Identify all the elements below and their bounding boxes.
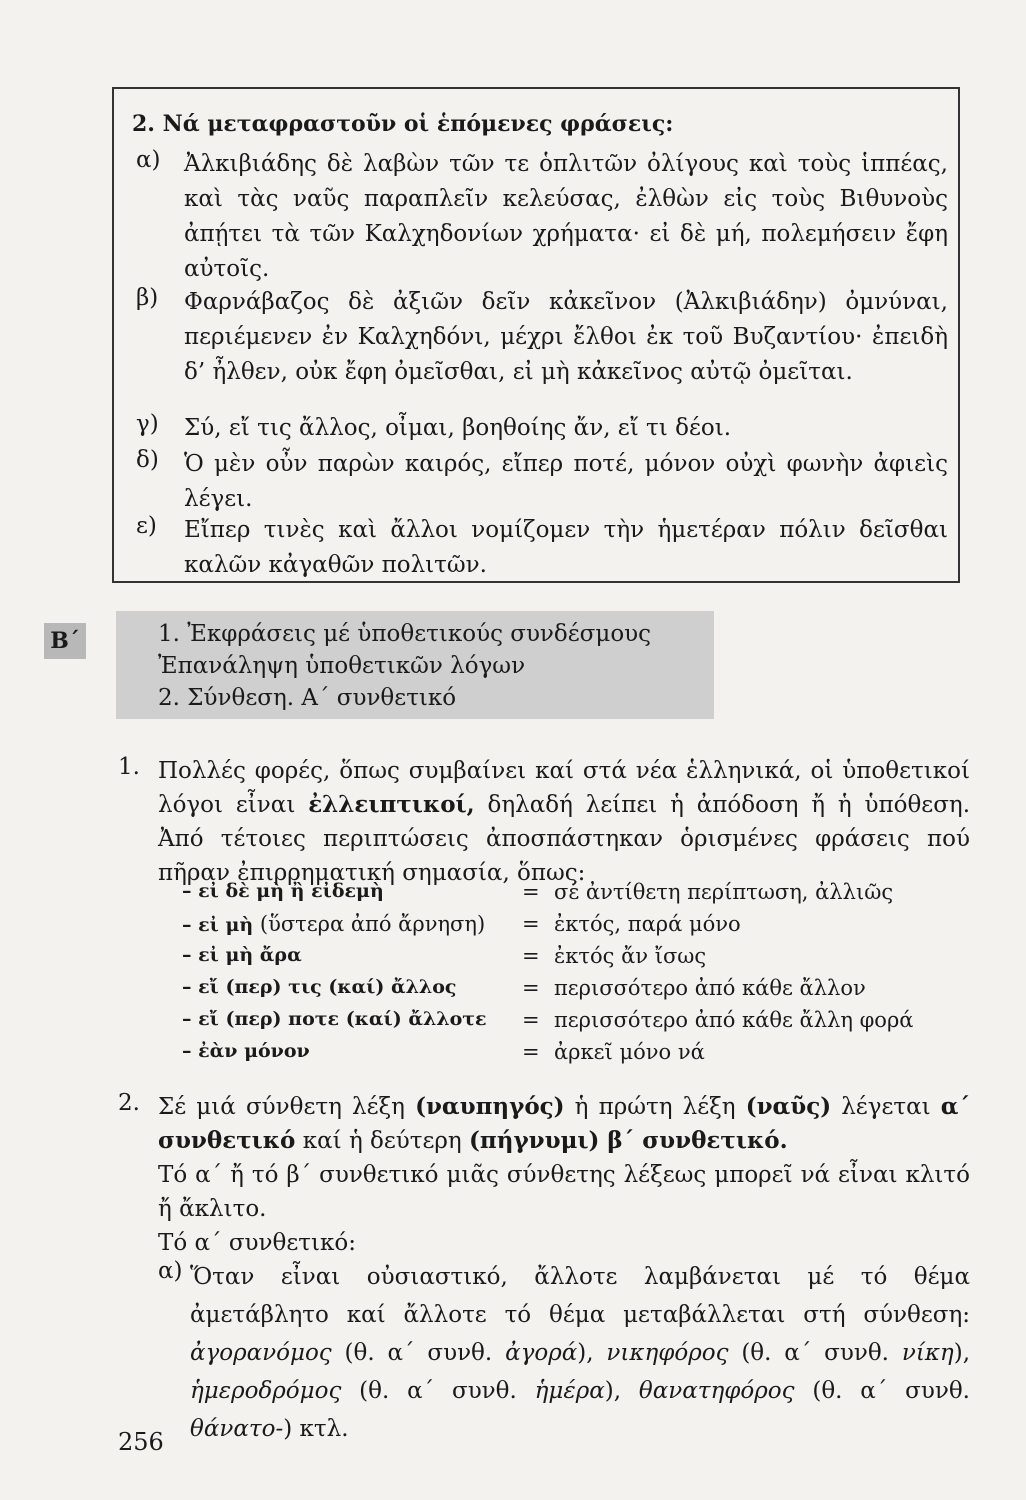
- exercise-title: 2. Νά μεταφραστοῦν οἱ ἑπόμενες φράσεις:: [132, 111, 674, 137]
- phrase-text: – εἴ (περ) τις (καί) ἄλλος: [182, 976, 457, 998]
- section-topic: 1. Ἐκφράσεις μέ ὑποθετικούς συνδέσμους: [158, 621, 652, 647]
- item-label: α): [158, 1258, 183, 1284]
- bold-term: α΄ συνθετικό: [158, 1093, 970, 1154]
- phrase-note: (ὕστερα ἀπό ἄρνηση): [253, 912, 486, 936]
- text-run: Πολλές φορές, ὅπως συμβαίνει καί στά νέα ἑλληνικά, οἱ ὑποθετικοί λόγοι εἶναι: [158, 758, 970, 818]
- example-word: θάνατο-: [190, 1416, 284, 1442]
- item-label: γ): [136, 411, 159, 437]
- example-word: νικηφόρος: [606, 1340, 729, 1366]
- text-run: (θ. α΄ συνθ.: [728, 1340, 902, 1366]
- paragraph-text: [158, 754, 970, 890]
- item-text: Φαρνάβαζος δὲ ἀξιῶν δεῖν κἀκεῖνον (Ἀλκιβιάδην) ὀμνύναι, περιέμενεν ἐν Καλχηδόνι, μέχρι ἔλθοι ἐκ τοῦ Βυζαντίου· ἐπειδὴ δ’ ἦλθεν, οὐκ ἔφη ὀμεῖσθαι, εἰ μὴ κἀκεῖνος αὐτῷ ὀμεῖται.: [184, 289, 948, 385]
- example-word: θανατηφόρος: [638, 1378, 795, 1404]
- item-label: ε): [136, 513, 157, 539]
- equals-sign: =: [522, 880, 540, 904]
- phrase-text: – εἰ μὴ: [182, 914, 254, 936]
- equivalent-row: [182, 944, 942, 976]
- meaning: περισσότερο ἀπό κάθε ἄλλον: [554, 976, 866, 1000]
- section-badge: Β΄: [44, 623, 86, 659]
- text-run: ),: [577, 1340, 607, 1366]
- exercise-item: [114, 447, 962, 517]
- meaning: ἀρκεῖ μόνο νά: [554, 1040, 705, 1064]
- meaning: σέ ἀντίθετη περίπτωση, ἀλλιῶς: [554, 880, 894, 904]
- paragraph-2-followup: Τό α΄ ἤ τό β΄ συνθετικό μιᾶς σύνθετης λέξεως μπορεῖ νά εἶναι κλιτό ἤ ἄκλιτο.: [158, 1162, 970, 1222]
- phrase-text: – ἐὰν μόνον: [182, 1040, 310, 1062]
- text-run: ἡ πρώτη λέξη: [564, 1094, 746, 1120]
- example-word: ἡμεροδρόμος: [190, 1378, 342, 1404]
- section-topic: Ἐπανάληψη ὑποθετικῶν λόγων: [158, 653, 526, 679]
- text-run: (θ. α΄ συνθ.: [341, 1378, 535, 1404]
- phrase: [182, 1008, 487, 1030]
- bold-term: (ναῦς): [745, 1093, 832, 1120]
- exercise-item: [114, 411, 962, 447]
- phrase: [182, 944, 302, 966]
- example-word: ἡμέρα: [534, 1378, 605, 1404]
- phrase: [182, 880, 384, 902]
- phrase-text: – εἰ δὲ μὴ ἢ εἰδεμὴ: [182, 880, 384, 902]
- text-run: ) κτλ.: [283, 1416, 349, 1442]
- item-label: β): [136, 285, 159, 311]
- paragraph-number: 1.: [118, 754, 140, 780]
- item-label: δ): [136, 447, 159, 473]
- text-run: καί ἡ δεύτερη: [295, 1128, 470, 1154]
- text-run: ),: [604, 1378, 639, 1404]
- equals-sign: =: [522, 912, 540, 936]
- equals-sign: =: [522, 976, 540, 1000]
- example-word: ἀγορά: [505, 1340, 578, 1366]
- phrase-text: – εἰ μὴ ἄρα: [182, 944, 302, 966]
- text-run: Σέ μιά σύνθετη λέξη: [158, 1094, 416, 1120]
- example-word: νίκη: [901, 1340, 954, 1366]
- bold-term: (ναυπηγός): [415, 1093, 565, 1120]
- subheading: Τό α΄ συνθετικό:: [158, 1230, 356, 1256]
- item-text: [190, 1258, 970, 1448]
- equivalent-row: [182, 880, 942, 912]
- item-text: Ὁ μὲν οὖν παρὼν καιρός, εἴπερ ποτέ, μόνον οὐχὶ φωνὴν ἀφιεὶς λέγει.: [184, 451, 948, 512]
- exercise-item: [114, 285, 962, 425]
- text-run: ),: [953, 1340, 971, 1366]
- equivalent-row: [182, 912, 942, 944]
- text-run: (θ. α΄ συνθ.: [331, 1340, 506, 1366]
- equivalent-row: [182, 976, 942, 1008]
- section-topic: 2. Σύνθεση. Α΄ συνθετικό: [158, 685, 457, 711]
- equals-sign: =: [522, 1008, 540, 1032]
- equivalent-row: [182, 1040, 942, 1072]
- text-run: λέγεται: [831, 1094, 941, 1120]
- meaning: ἐκτός ἄν ἴσως: [554, 944, 707, 968]
- equivalent-row: [182, 1008, 942, 1040]
- equivalents-list: [182, 880, 942, 1072]
- item-text: Σύ, εἴ τις ἄλλος, οἶμαι, βοηθοίης ἄν, εἴ τι δέοι.: [184, 415, 732, 441]
- item-text: Ἀλκιβιάδης δὲ λαβὼν τῶν τε ὁπλιτῶν ὀλίγους καὶ τοὺς ἱππέας, καὶ τὰς ναῦς παραπλεῖν κελεύσας, ἐλθὼν εἰς τοὺς Βιθυνοὺς ἀπῄτει τὰ τῶν Καλχηδονίων χρήματα· εἰ δὲ μή, πολεμήσειν ἔφη αὐτοῖς.: [184, 151, 948, 282]
- paragraph-text: [158, 1090, 970, 1158]
- meaning: ἐκτός, παρά μόνο: [554, 912, 741, 936]
- phrase-text: – εἴ (περ) ποτε (καί) ἄλλοτε: [182, 1008, 487, 1030]
- page-number: 256: [118, 1428, 164, 1456]
- text-run: (θ. α΄ συνθ.: [794, 1378, 970, 1404]
- exercise-item: [114, 147, 962, 285]
- meaning: περισσότερο ἀπό κάθε ἄλλη φορά: [554, 1008, 914, 1032]
- exercise-item: [114, 513, 962, 583]
- item-text: Εἴπερ τινὲς καὶ ἄλλοι νομίζομεν τὴν ἡμετέραν πόλιν δεῖσθαι καλῶν κἀγαθῶν πολιτῶν.: [184, 517, 948, 578]
- section-topics: [158, 618, 651, 714]
- example-word: ἀγορανόμος: [190, 1340, 332, 1366]
- item-label: α): [136, 147, 161, 173]
- phrase: [182, 976, 456, 998]
- bold-term: (πήγνυμι) β΄ συνθετικό.: [469, 1127, 788, 1154]
- text-run: Ὅταν εἶναι οὐσιαστικό, ἄλλοτε λαμβάνεται μέ τό θέμα ἀμετάβλητο καί ἄλλοτε τό θέμα μεταβάλλεται στή σύνθεση:: [190, 1264, 970, 1328]
- bold-term: ἐλλειπτικοί,: [308, 791, 475, 818]
- phrase: [182, 912, 485, 936]
- exercise-box: [112, 87, 960, 583]
- equals-sign: =: [522, 1040, 540, 1064]
- equals-sign: =: [522, 944, 540, 968]
- phrase: [182, 1040, 310, 1062]
- paragraph-number: 2.: [118, 1090, 140, 1116]
- text-run: δηλαδή λείπει ἡ ἀπόδοση ἤ ἡ ὑπόθεση. Ἀπό τέτοιες περιπτώσεις ἀποσπάστηκαν ὁρισμένες φράσεις πού πῆραν ἐπιρρηματική σημασία, ὅπως:: [158, 792, 971, 886]
